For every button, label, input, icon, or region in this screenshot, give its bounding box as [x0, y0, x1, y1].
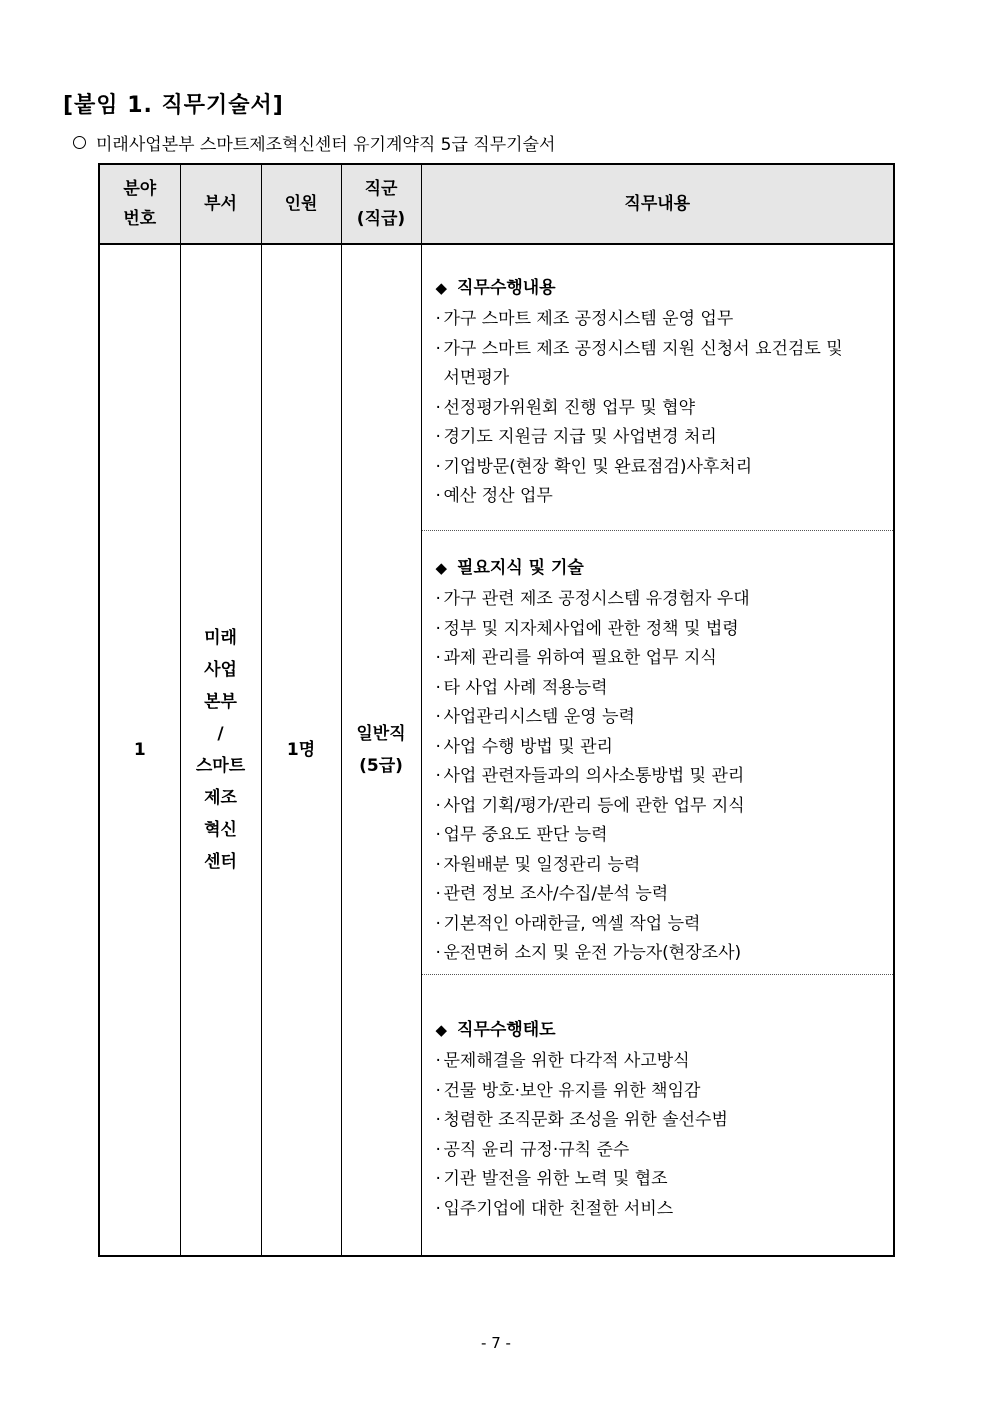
list-item: · 사업 수행 방법 및 관리 — [436, 733, 884, 763]
grade-cell: 일반직 (5급) — [341, 244, 421, 1256]
list-item: · 가구 스마트 제조 공정시스템 운영 업무 — [436, 305, 884, 335]
list-item: · 공직 윤리 규정·규칙 준수 — [436, 1136, 884, 1166]
diamond-bullet-icon: ◆ — [435, 1021, 448, 1039]
list-item: · 가구 스마트 제조 공정시스템 지원 신청서 요건검토 및 서면평가 — [436, 335, 884, 394]
table-header-row — [99, 164, 894, 244]
list-item: · 가구 관련 제조 공정시스템 유경험자 우대 — [436, 585, 884, 615]
list-item: · 입주기업에 대한 친절한 서비스 — [436, 1195, 884, 1225]
section-heading: 필요지식 및 기술 — [457, 558, 584, 578]
list-item: · 사업 관련자들과의 의사소통방법 및 관리 — [436, 762, 884, 792]
header-field-number: 분야 번호 — [99, 164, 180, 244]
list-item: · 기관 발전을 위한 노력 및 협조 — [436, 1165, 884, 1195]
list-item: · 경기도 지원금 지급 및 사업변경 처리 — [436, 423, 884, 453]
list-item: · 사업 기획/평가/관리 등에 관한 업무 지식 — [436, 792, 884, 822]
subtitle — [73, 130, 555, 155]
job-description-table — [98, 163, 895, 1257]
list-item: · 업무 중요도 판단 능력 — [436, 821, 884, 851]
section-item-list — [436, 305, 884, 512]
diamond-bullet-icon: ◆ — [435, 279, 448, 297]
section-item-list — [436, 585, 884, 969]
list-item: · 건물 방호·보안 유지를 위한 책임감 — [436, 1077, 884, 1107]
duty-cell — [421, 244, 894, 1256]
list-item: · 자원배분 및 일정관리 능력 — [436, 851, 884, 881]
list-item: · 운전면허 소지 및 운전 가능자(현장조사) — [436, 939, 884, 969]
department-cell: 미래 사업 본부 / 스마트 제조 혁신 센터 — [180, 244, 261, 1256]
people-cell: 1명 — [261, 244, 341, 1256]
page-number: - 7 - — [481, 1334, 511, 1352]
list-item: · 기본적인 아래한글, 엑셀 작업 능력 — [436, 910, 884, 940]
section-item-list — [436, 1047, 884, 1224]
duty-section-attitude — [422, 975, 894, 1255]
list-item: · 선정평가위원회 진행 업무 및 협약 — [436, 394, 884, 424]
header-duty: 직무내용 — [421, 164, 894, 244]
list-item: · 예산 정산 업무 — [436, 482, 884, 512]
list-item: · 청렴한 조직문화 조성을 위한 솔선수범 — [436, 1106, 884, 1136]
header-people: 인원 — [261, 164, 341, 244]
header-grade: 직군 (직급) — [341, 164, 421, 244]
list-item: · 관련 정보 조사/수집/분석 능력 — [436, 880, 884, 910]
document-title: [붙임 1. 직무기술서] — [63, 93, 284, 118]
subtitle-text: 미래사업본부 스마트제조혁신센터 유기계약직 5급 직무기술서 — [96, 135, 556, 155]
list-item: · 문제해결을 위한 다각적 사고방식 — [436, 1047, 884, 1077]
circle-bullet-icon — [73, 136, 86, 149]
list-item: · 과제 관리를 위하여 필요한 업무 지식 — [436, 644, 884, 674]
field-number-cell: 1 — [99, 244, 180, 1256]
table-row — [99, 244, 894, 1256]
header-department: 부서 — [180, 164, 261, 244]
duty-section-tasks — [422, 245, 894, 531]
list-item: · 정부 및 지자체사업에 관한 정책 및 법령 — [436, 615, 884, 645]
duty-section-knowledge — [422, 531, 894, 975]
diamond-bullet-icon: ◆ — [435, 559, 448, 577]
section-heading: 직무수행내용 — [457, 278, 556, 298]
section-heading: 직무수행태도 — [457, 1020, 556, 1040]
list-item: · 기업방문(현장 확인 및 완료점검)사후처리 — [436, 453, 884, 483]
list-item: · 사업관리시스템 운영 능력 — [436, 703, 884, 733]
list-item: · 타 사업 사례 적용능력 — [436, 674, 884, 704]
